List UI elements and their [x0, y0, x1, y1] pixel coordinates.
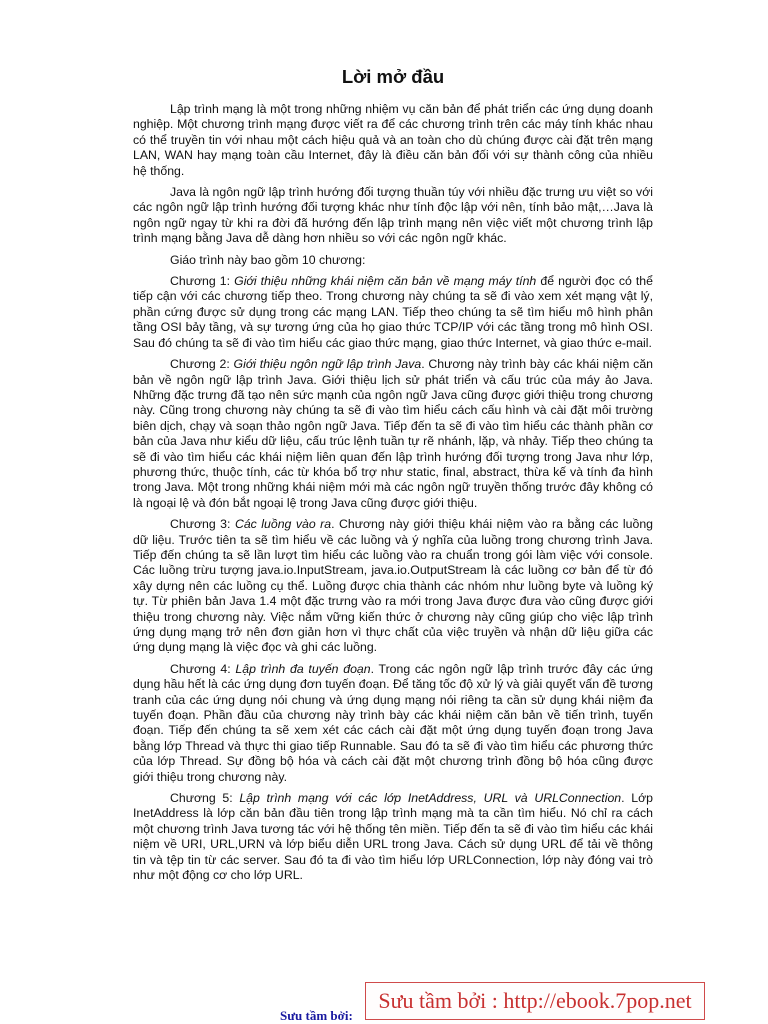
paragraph-text: . Chương này trình bày các khái niệm căn bản về ngôn ngữ lập trình Java. Giới thiệu lịch sử phát triển và cấu trúc của máy ảo Java. Những đặc trưng đã tạo nên sức mạnh của ngôn ngữ Java cũng được giới thiệu trong chương này. Cũng trong chương này chúng ta sẽ đi vào tìm hiểu cách cấu hình và cài đặt môi trường biên dịch, chạy và soạn thảo ngôn ngữ Java. Tiếp đến ta sẽ đi vào tìm hiểu các thành phần cơ bản của Java như kiểu dữ liệu, cấu trúc lệnh tuần tự rẽ nhánh, lặp, và nhảy. Tiếp theo chúng ta sẽ đi vào tìm hiểu các khái niệm liên quan đến lập trình hướng đối tượng trong Java như lớp, phương thức, thuộc tính, các từ khóa bổ trợ như static, final, abstract, thừa kế và tính đa hình trong Java. Một trong những khái niệm mới mà các ngôn ngữ truyền thống trước đây không có là ngoại lệ và đón bắt ngoại lệ trong Java cũng được giới thiệu.	[133, 357, 653, 510]
paragraph-chapter-count	[133, 253, 653, 268]
paragraph-intro	[133, 102, 653, 179]
footer-watermark-link[interactable]	[365, 982, 705, 1020]
chapter-title: Giới thiệu ngôn ngữ lập trình Java	[233, 357, 422, 372]
paragraph-java	[133, 185, 653, 247]
chapter-title: Các luồng vào ra	[234, 517, 332, 532]
page-title: Lời mở đầu	[341, 66, 445, 87]
chapter-title: Lập trình đa tuyến đoạn	[235, 661, 371, 676]
chapter-lead: Chương 4:	[170, 661, 236, 676]
footer-label: Sưu tầm bởi:	[280, 1008, 353, 1023]
chapter-title: Lập trình mạng với các lớp InetAddress, URL và URLConnection	[239, 791, 622, 806]
chapter-lead: Chương 3:	[170, 517, 235, 532]
paragraph-text: . Chương này giới thiệu khái niệm vào ra bằng các luồng dữ liệu. Trước tiên ta sẽ tìm hiểu về các luồng và ý nghĩa của luồng trong chương trình Java. Tiếp đến chúng ta sẽ lần lượt tìm hiểu các luồng vào ra chuẩn trong gói làm việc với console. Các luồng trừu tượng java.io.InputStream, java.io.OutputStream là các luồng cơ bản để từ đó xây dựng nên các luồng cụ thể. Luồng được chia thành các nhóm như luồng byte và luồng ký tự. Từ phiên bản Java 1.4 một đặc trưng vào ra mới trong Java được đưa vào cũng được giới thiệu trong chương này. Việc nắm vững kiến thức ở chương này cũng giúp cho việc lập trình ứng dụng mạng trở nên đơn giản hơn vì thực chất của việc truyền và nhận dữ liệu giữa các ứng dụng mạng là việc đọc và ghi các luồng.	[133, 517, 653, 655]
paragraph-chapter-5	[133, 791, 653, 883]
chapter-lead: Chương 1:	[170, 274, 235, 289]
chapter-title: Giới thiệu những khái niệm căn bản về mạng máy tính	[234, 274, 537, 289]
chapter-lead: Chương 5:	[170, 791, 240, 806]
paragraph-text: . Lớp InetAddress là lớp căn bản đầu tiên trong lập trình mạng mà ta cần tìm hiểu. Nó chỉ ra cách một chương trình Java tương tác với hệ thống tên miền. Tiếp đến ta sẽ đi vào tìm hiểu các khái niệm về URI, URL,URN và lớp biểu diễn URL trong Java. Cách sử dụng URL để tải về thông tin và tệp tin từ các server. Sau đó ta đi vào tìm hiểu lớp URLConnection, lớp này đóng vai trò như một động cơ cho lớp URL.	[133, 791, 653, 883]
watermark-text: Sưu tầm bởi : http://ebook.7pop.net	[378, 988, 692, 1013]
paragraph-chapter-3	[133, 517, 653, 656]
paragraph-text: Giáo trình này bao gồm 10 chương:	[170, 252, 366, 267]
chapter-lead: Chương 2:	[170, 357, 234, 372]
document-page	[133, 66, 653, 890]
paragraph-text: . Trong các ngôn ngữ lập trình trước đây các ứng dụng hầu hết là các ứng dụng đơn tuyến đoạn. Để tăng tốc độ xử lý và giải quyết vấn đề tương tranh của các ứng dụng nói chung và ứng dụng mạng nói riêng ta cần sử dụng khái niệm đa tuyến đoạn. Phần đầu của chương này trình bày các khái niệm căn bản về tiến trình, tuyến đoạn. Tiếp đến chúng ta sẽ xem xét các cách cài đặt một ứng dụng tuyến đoạn trong Java bằng lớp Thread và thực thi giao tiếp Runnable. Sau đó ta sẽ đi vào tìm hiểu các phương thức của lớp Thread. Sự đồng bộ hóa và cách cài đặt một chương trình đồng bộ hóa cũng được giới thiệu trong chương này.	[133, 661, 653, 784]
paragraph-chapter-4	[133, 662, 653, 785]
paragraph-text: Lập trình mạng là một trong những nhiệm vụ căn bản để phát triển các ứng dụng doanh nghiệp. Một chương trình mạng được viết ra để các chương trình trên các máy tính khác nhau có thể truyền tin với nhau một cách hiệu quả và an toàn cho dù chúng được cài đặt trên mạng LAN, WAN hay mạng toàn cầu Internet, đây là điều căn bản đối với sự thành công của nhiều hệ thống.	[133, 102, 653, 178]
paragraph-text: để người đọc có thể tiếp cận với các chương tiếp theo. Trong chương này chúng ta sẽ đi vào xem xét mạng vật lý, phần cứng được sử dụng trong các mạng LAN. Tiếp theo chúng ta sẽ tìm hiểu mô hình phân tầng OSI bảy tầng, và sự tương ứng của họ giao thức TCP/IP với các tầng trong mô hình OSI. Sau đó chúng ta sẽ đi vào tìm hiểu các giao thức mạng, giao thức Internet, và giao thức e-mail.	[133, 274, 653, 350]
paragraph-text: Java là ngôn ngữ lập trình hướng đối tượng thuần túy với nhiều đặc trưng ưu việt so với các ngôn ngữ lập trình hướng đối tượng khác như tính độc lập với nên, tính bảo mật,…Java là ngôn ngữ ngay từ khi ra đời đã hướng đến lập trình mạng nên việc viết một chương trình lập trình mạng bằng Java dễ dàng hơn nhiều so với các ngôn ngữ khác.	[133, 185, 653, 246]
paragraph-chapter-1	[133, 274, 653, 351]
paragraph-chapter-2	[133, 357, 653, 511]
